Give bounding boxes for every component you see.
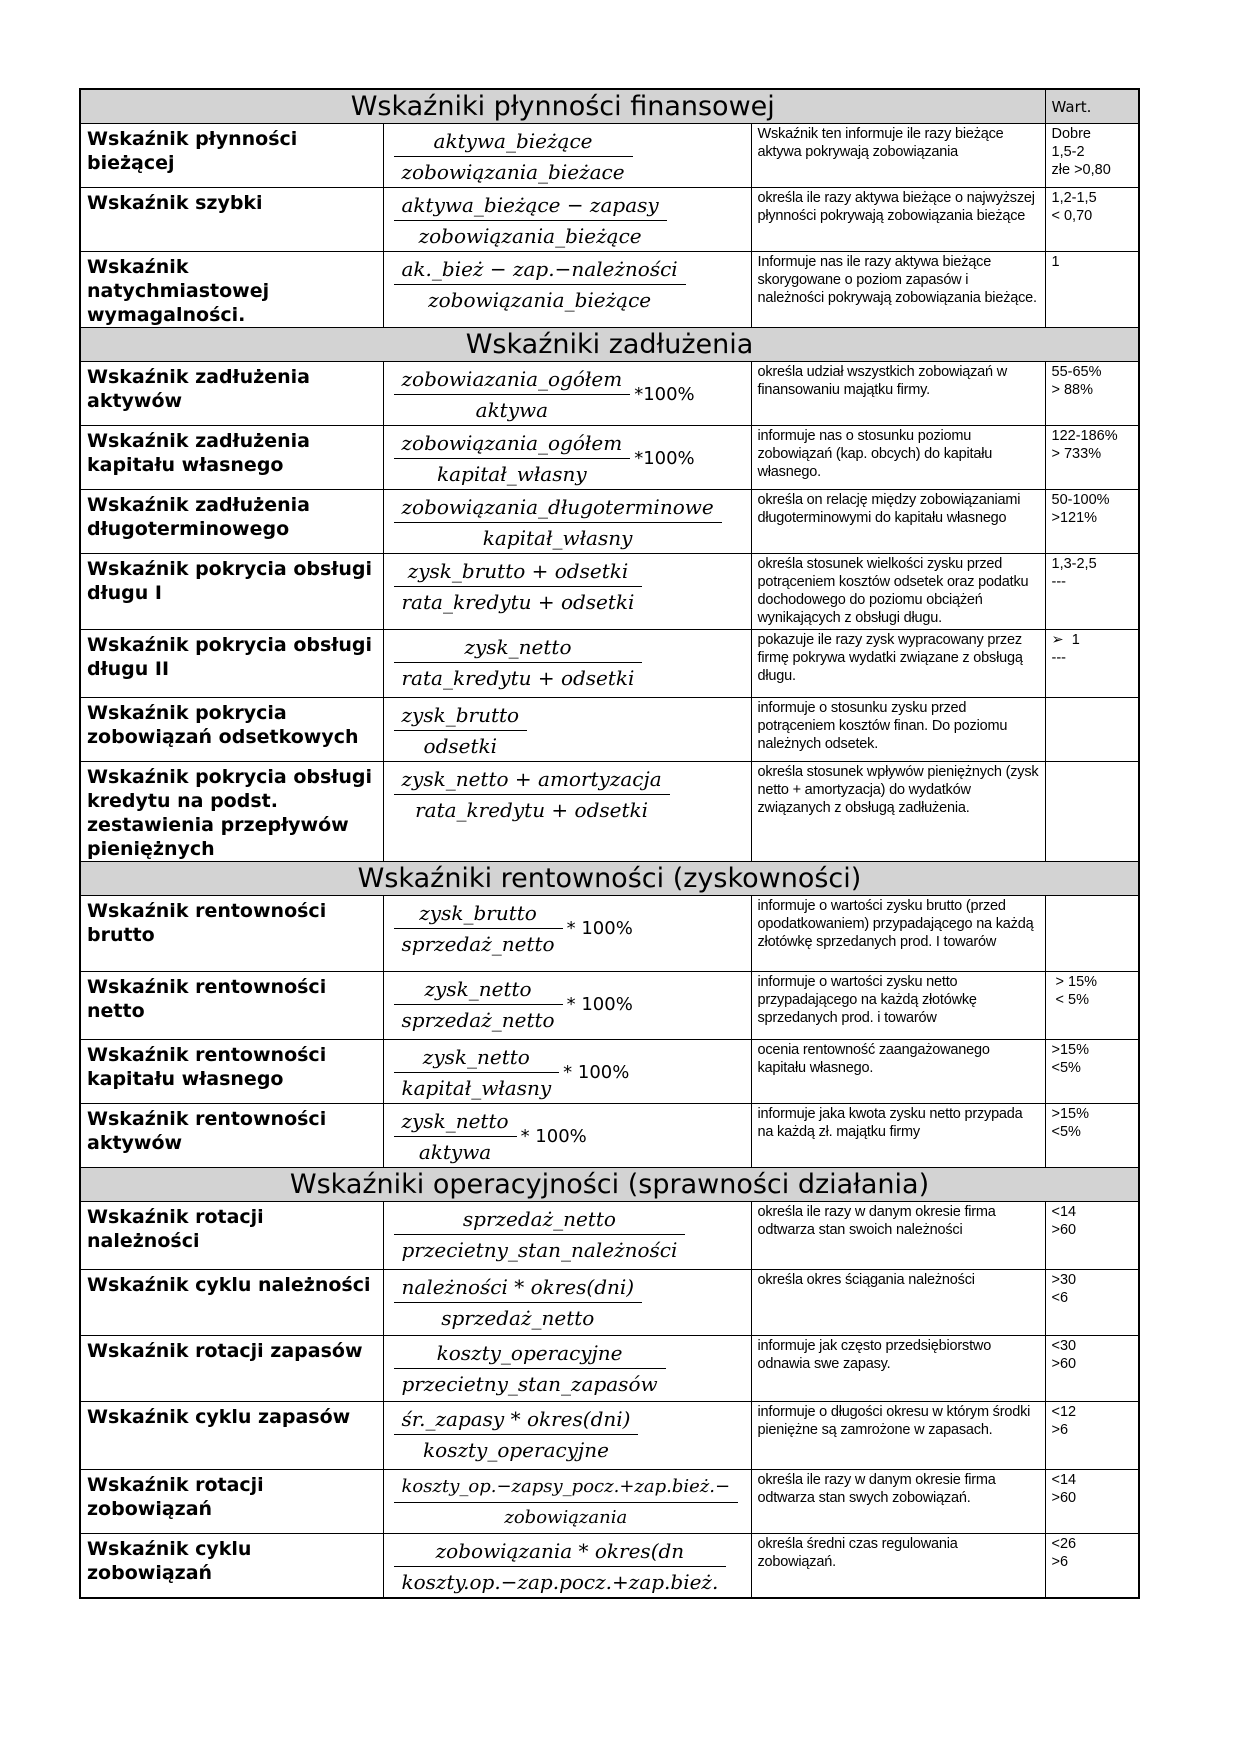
formula-denominator: kapitał_własny — [437, 462, 587, 486]
formula-numerator: aktywa_bieżące — [433, 129, 593, 153]
formula-numerator: aktywa_bieżące − zapasy — [401, 193, 659, 217]
description-cell — [751, 1534, 1045, 1599]
formula-fraction — [394, 1106, 517, 1167]
formula-denominator: zobowiązania — [504, 1507, 628, 1528]
formula-fraction — [394, 1338, 666, 1399]
formula-numerator: zysk_brutto + odsetki — [407, 559, 629, 583]
section-header — [80, 328, 1139, 362]
formula-cell — [383, 426, 751, 490]
ratio-row — [80, 630, 1139, 698]
ratio-description: informuje nas o stosunku poziomu zobowiązań (kap. obcych) do kapitału własnego. — [757, 428, 993, 480]
value-cell — [1045, 698, 1139, 762]
section-title: Wskaźniki zadłużenia — [465, 329, 754, 360]
section-header — [80, 1168, 1139, 1202]
formula-cell — [383, 1470, 751, 1534]
formula-cell — [383, 762, 751, 862]
formula-multiplier: * 100% — [520, 1126, 587, 1147]
ratio-value — [1046, 698, 1139, 700]
formula-cell — [383, 1534, 751, 1599]
ratio-value — [1046, 762, 1139, 764]
formula-fraction — [394, 898, 563, 959]
ratio-row — [80, 698, 1139, 762]
ratio-description: określa stosunek wpływów pieniężnych (zysk netto + amortyzacja) do wydatków związanych z obsługą zadłużenia. — [757, 764, 1039, 816]
section-title-cell — [80, 89, 1045, 124]
ratio-description: informuje jak często przedsiębiorstwo odnawia swe zapasy. — [757, 1338, 992, 1372]
formula-cell — [383, 972, 751, 1040]
ratio-name-cell — [80, 490, 383, 554]
ratio-row — [80, 1040, 1139, 1104]
formula-denominator: kapitał_własny — [401, 1076, 552, 1100]
section-title-cell — [80, 862, 1139, 896]
formula-multiplier: * 100% — [563, 1062, 630, 1083]
formula-fraction — [394, 632, 643, 693]
formula-cell — [383, 1104, 751, 1168]
formula-denominator: aktywa — [475, 398, 549, 422]
formula-fraction — [394, 1272, 643, 1333]
formula-multiplier: * 100% — [566, 994, 633, 1015]
formula-cell — [383, 698, 751, 762]
formula-denominator: sprzedaż_netto — [401, 932, 555, 956]
ratio-row — [80, 972, 1139, 1040]
ratio-value: 1,3-2,5 --- — [1051, 556, 1097, 590]
ratios-sheet — [79, 88, 1138, 1599]
formula-denominator: aktywa — [418, 1140, 492, 1164]
formula-multiplier: * 100% — [566, 918, 633, 939]
ratio-name: Wskaźnik pokrycia obsługi długu I — [87, 558, 372, 604]
formula-numerator: sprzedaż_netto — [462, 1207, 616, 1231]
ratio-value: 1 — [1051, 254, 1060, 270]
ratio-name: Wskaźnik cyklu zobowiązań — [87, 1538, 252, 1584]
ratio-name-cell — [80, 1336, 383, 1402]
ratio-description: określa okres ściągania należności — [757, 1272, 975, 1288]
ratio-name: Wskaźnik płynności bieżącej — [87, 128, 298, 174]
formula-numerator: koszty_operacyjne — [436, 1341, 623, 1365]
description-cell — [751, 252, 1045, 328]
formula-numerator: ak._bież − zap.−należności — [401, 257, 678, 281]
ratio-name: Wskaźnik cyklu zapasów — [87, 1406, 351, 1428]
formula-multiplier: *100% — [634, 448, 695, 469]
formula-numerator: zobowiązania_długoterminowe — [401, 495, 714, 519]
value-cell — [1045, 1202, 1139, 1270]
ratio-row — [80, 426, 1139, 490]
value-cell — [1045, 1336, 1139, 1402]
formula-numerator: zysk_netto — [401, 1109, 509, 1133]
ratio-value: >15% <5% — [1051, 1106, 1089, 1140]
description-cell — [751, 1336, 1045, 1402]
description-cell — [751, 554, 1045, 630]
value-cell — [1045, 630, 1139, 698]
ratio-value: <12 >6 — [1051, 1404, 1077, 1438]
value-cell — [1045, 896, 1139, 972]
ratio-name-cell — [80, 972, 383, 1040]
ratio-row — [80, 1402, 1139, 1470]
description-cell — [751, 188, 1045, 252]
ratio-row — [80, 554, 1139, 630]
ratio-value: >15% <5% — [1051, 1042, 1089, 1076]
description-cell — [751, 1104, 1045, 1168]
value-cell — [1045, 188, 1139, 252]
ratio-name: Wskaźnik rotacji zapasów — [87, 1340, 363, 1362]
wart-header: Wart. — [1051, 97, 1092, 116]
description-cell — [751, 896, 1045, 972]
value-cell — [1045, 1534, 1139, 1599]
value-cell — [1045, 490, 1139, 554]
section-header — [80, 89, 1139, 124]
formula-denominator: zobowiązania_bieżące — [418, 224, 642, 248]
section-header — [80, 862, 1139, 896]
value-cell — [1045, 426, 1139, 490]
ratio-name: Wskaźnik zadłużenia kapitału własnego — [87, 430, 310, 476]
ratio-description: ocenia rentowność zaangażowanego kapitału własnego. — [757, 1042, 990, 1076]
formula-denominator: odsetki — [423, 734, 498, 758]
ratio-name-cell — [80, 188, 383, 252]
ratio-description: informuje o stosunku zysku przed potrąceniem kosztów finan. Do poziomu należnych odsetek. — [757, 700, 1008, 752]
value-cell — [1045, 1270, 1139, 1336]
formula-numerator: koszty_op.−zapsy_pocz.+zap.bież.− — [401, 1476, 731, 1497]
formula-fraction — [394, 1536, 727, 1597]
ratio-name-cell — [80, 1534, 383, 1599]
formula-cell — [383, 554, 751, 630]
formula-denominator: rata_kredytu + odsetki — [401, 666, 635, 690]
section-title-cell — [80, 328, 1139, 362]
value-cell — [1045, 124, 1139, 188]
ratio-description: pokazuje ile razy zysk wypracowany przez firmę pokrywa wydatki związane z obsługą długu. — [757, 632, 1023, 684]
formula-fraction — [394, 254, 686, 315]
formula-fraction — [394, 1204, 686, 1265]
ratio-name-cell — [80, 426, 383, 490]
formula-numerator: zysk_netto — [424, 977, 532, 1001]
formula-fraction — [394, 1404, 639, 1465]
ratio-description: Informuje nas ile razy aktywa bieżące skorygowane o poziom zapasów i należności pokrywają zobowiązania bieżące. — [757, 254, 1037, 306]
description-cell — [751, 362, 1045, 426]
section-title: Wskaźniki operacyjności (sprawności działania) — [289, 1169, 930, 1200]
ratio-name-cell — [80, 698, 383, 762]
ratio-name-cell — [80, 1402, 383, 1470]
formula-fraction — [394, 700, 528, 761]
formula-fraction — [394, 364, 631, 425]
ratio-value: 122-186% > 733% — [1051, 428, 1118, 462]
formula-denominator: przecietny_stan_należności — [401, 1238, 678, 1262]
ratio-name-cell — [80, 630, 383, 698]
ratio-row — [80, 1336, 1139, 1402]
value-cell — [1045, 554, 1139, 630]
ratio-description: informuje o wartości zysku brutto (przed opodatkowaniem) przypadającego na każdą złotówkę sprzedanych prod. I towarów — [757, 898, 1034, 950]
ratio-row — [80, 252, 1139, 328]
formula-cell — [383, 1336, 751, 1402]
formula-cell — [383, 252, 751, 328]
description-cell — [751, 1270, 1045, 1336]
ratio-name: Wskaźnik pokrycia zobowiązań odsetkowych — [87, 702, 359, 748]
ratio-value: 55-65% > 88% — [1051, 364, 1102, 398]
ratio-row — [80, 124, 1139, 188]
ratio-row — [80, 362, 1139, 426]
ratio-row — [80, 896, 1139, 972]
ratio-row — [80, 1202, 1139, 1270]
section-title: Wskaźniki rentowności (zyskowności) — [357, 863, 862, 894]
ratio-row — [80, 490, 1139, 554]
formula-cell — [383, 362, 751, 426]
formula-numerator: śr._zapasy * okres(dni) — [401, 1407, 631, 1431]
formula-denominator: rata_kredytu + odsetki — [415, 798, 649, 822]
ratio-name-cell — [80, 1104, 383, 1168]
ratio-description: określa średni czas regulowania zobowiązań. — [757, 1536, 958, 1570]
formula-fraction — [394, 556, 643, 617]
formula-fraction — [394, 492, 722, 553]
ratio-value: 50-100% >121% — [1051, 492, 1110, 526]
ratio-value: 1,2-1,5 < 0,70 — [1051, 190, 1097, 224]
ratio-name-cell — [80, 1202, 383, 1270]
ratio-name-cell — [80, 1470, 383, 1534]
ratio-name: Wskaźnik szybki — [87, 192, 263, 214]
ratio-description: informuje jaka kwota zysku netto przypada na każdą zł. majątku firmy — [757, 1106, 1023, 1140]
description-cell — [751, 762, 1045, 862]
formula-denominator: zobowiązania_bieżace — [401, 160, 625, 184]
formula-denominator: rata_kredytu + odsetki — [401, 590, 635, 614]
ratio-row — [80, 1270, 1139, 1336]
ratio-name-cell — [80, 362, 383, 426]
wart-header-cell — [1045, 89, 1139, 124]
formula-denominator: sprzedaż_netto — [441, 1306, 595, 1330]
description-cell — [751, 972, 1045, 1040]
ratio-description: określa udział wszystkich zobowiązań w finansowaniu majątku firmy. — [757, 364, 1007, 398]
section-title-cell — [80, 1168, 1139, 1202]
ratio-value: <14 >60 — [1051, 1472, 1077, 1506]
value-cell — [1045, 1470, 1139, 1534]
ratio-name: Wskaźnik pokrycia obsługi długu II — [87, 634, 372, 680]
ratio-name-cell — [80, 1270, 383, 1336]
description-cell — [751, 1040, 1045, 1104]
formula-cell — [383, 188, 751, 252]
formula-fraction — [394, 126, 633, 187]
formula-cell — [383, 124, 751, 188]
description-cell — [751, 1202, 1045, 1270]
ratio-description: informuje o długości okresu w którym środki pieniężne są zamrożone w zapasach. — [757, 1404, 1031, 1438]
ratio-row — [80, 1534, 1139, 1599]
formula-cell — [383, 1402, 751, 1470]
value-cell — [1045, 762, 1139, 862]
formula-cell — [383, 490, 751, 554]
formula-numerator: należności * okres(dni) — [401, 1275, 635, 1299]
ratio-name: Wskaźnik rentowności brutto — [87, 900, 327, 946]
description-cell — [751, 124, 1045, 188]
value-cell — [1045, 362, 1139, 426]
ratio-description: określa stosunek wielkości zysku przed potrąceniem kosztów odsetek oraz podatku dochodowego do poziomu obciążeń wynikających z obsługi długu. — [757, 556, 1029, 626]
ratio-description: określa ile razy w danym okresie firma odtwarza stan swych zobowiązań. — [757, 1472, 996, 1506]
ratio-value: ➢ 1 --- — [1051, 632, 1080, 666]
formula-cell — [383, 1202, 751, 1270]
description-cell — [751, 1402, 1045, 1470]
formula-fraction — [394, 1472, 739, 1533]
formula-numerator: zysk_netto — [464, 635, 572, 659]
ratio-value: > 15% < 5% — [1055, 974, 1098, 1008]
formula-cell — [383, 630, 751, 698]
ratio-name: Wskaźnik pokrycia obsługi kredytu na podst. zestawienia przepływów pieniężnych — [87, 766, 372, 860]
ratio-value: <26 >6 — [1051, 1536, 1077, 1570]
value-cell — [1045, 1104, 1139, 1168]
ratio-name-cell — [80, 252, 383, 328]
ratio-name-cell — [80, 896, 383, 972]
ratio-name: Wskaźnik rentowności aktywów — [87, 1108, 327, 1154]
formula-denominator: koszty.op.−zap.pocz.+zap.bież. — [401, 1570, 719, 1594]
ratio-row — [80, 1470, 1139, 1534]
ratio-name-cell — [80, 1040, 383, 1104]
description-cell — [751, 630, 1045, 698]
formula-fraction — [394, 428, 631, 489]
formula-multiplier: *100% — [634, 384, 695, 405]
formula-fraction — [394, 190, 667, 251]
description-cell — [751, 698, 1045, 762]
formula-numerator: zysk_brutto — [419, 901, 537, 925]
ratio-value: Dobre 1,5-2 złe >0,80 — [1051, 126, 1111, 178]
ratio-name-cell — [80, 124, 383, 188]
formula-fraction — [394, 1042, 560, 1103]
formula-denominator: zobowiązania_bieżące — [428, 288, 652, 312]
description-cell — [751, 426, 1045, 490]
formula-numerator: zysk_netto — [422, 1045, 530, 1069]
description-cell — [751, 1470, 1045, 1534]
formula-numerator: zobowiązania * okres(dn — [435, 1539, 685, 1563]
ratio-value — [1046, 896, 1139, 898]
description-cell — [751, 490, 1045, 554]
formula-denominator: kapitał_własny — [482, 526, 633, 550]
ratio-name: Wskaźnik rentowności kapitału własnego — [87, 1044, 327, 1090]
ratio-description: Wskaźnik ten informuje ile razy bieżące aktywa pokrywają zobowiązania — [757, 126, 1004, 160]
ratios-table — [79, 88, 1140, 1599]
ratio-value: >30 <6 — [1051, 1272, 1077, 1306]
value-cell — [1045, 1402, 1139, 1470]
ratio-value: <14 >60 — [1051, 1204, 1077, 1238]
formula-cell — [383, 896, 751, 972]
ratio-name: Wskaźnik natychmiastowej wymagalności. — [87, 256, 270, 326]
ratio-value: <30 >60 — [1051, 1338, 1077, 1372]
formula-numerator: zobowiazania_ogółem — [401, 367, 623, 391]
formula-numerator: zysk_netto + amortyzacja — [401, 767, 662, 791]
formula-denominator: przecietny_stan_zapasów — [401, 1372, 658, 1396]
formula-numerator: zysk_brutto — [401, 703, 520, 727]
value-cell — [1045, 972, 1139, 1040]
ratio-name: Wskaźnik rotacji zobowiązań — [87, 1474, 264, 1520]
formula-fraction — [394, 764, 670, 825]
formula-denominator: sprzedaż_netto — [401, 1008, 555, 1032]
ratio-name: Wskaźnik cyklu należności — [87, 1274, 371, 1296]
ratio-description: określa ile razy aktywa bieżące o najwyższej płynności pokrywają zobowiązania bieżące — [757, 190, 1035, 224]
formula-cell — [383, 1040, 751, 1104]
formula-cell — [383, 1270, 751, 1336]
ratio-row — [80, 188, 1139, 252]
formula-fraction — [394, 974, 563, 1035]
formula-numerator: zobowiązania_ogółem — [401, 431, 623, 455]
value-cell — [1045, 1040, 1139, 1104]
ratio-row — [80, 1104, 1139, 1168]
ratio-description: określa on relację między zobowiązaniami długoterminowymi do kapitału własnego — [757, 492, 1021, 526]
ratio-name: Wskaźnik zadłużenia aktywów — [87, 366, 310, 412]
formula-denominator: koszty_operacyjne — [423, 1438, 609, 1462]
ratio-description: określa ile razy w danym okresie firma odtwarza stan swoich należności — [757, 1204, 996, 1238]
ratio-name: Wskaźnik zadłużenia długoterminowego — [87, 494, 310, 540]
ratio-description: informuje o wartości zysku netto przypadającego na każdą złotówkę sprzedanych prod. i towarów — [757, 974, 977, 1026]
ratio-name-cell — [80, 762, 383, 862]
value-cell — [1045, 252, 1139, 328]
ratio-row — [80, 762, 1139, 862]
ratio-name-cell — [80, 554, 383, 630]
ratio-name: Wskaźnik rentowności netto — [87, 976, 327, 1022]
section-title: Wskaźniki płynności finansowej — [350, 91, 775, 122]
ratio-name: Wskaźnik rotacji należności — [87, 1206, 264, 1252]
